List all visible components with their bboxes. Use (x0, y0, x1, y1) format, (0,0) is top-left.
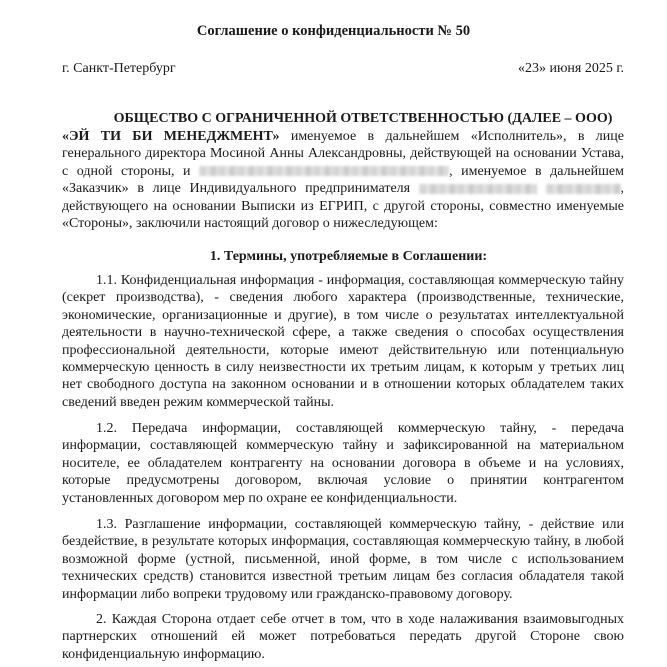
redacted-entrepreneur-name-2 (546, 184, 621, 194)
company-name: «ЭЙ ТИ БИ МЕНЕДЖМЕНТ» (62, 128, 280, 144)
clause-1-3: 1.3. Разглашение информации, составляющей коммерческую тайну, - действие или бездействие, в результате которых информация, составляющая коммерческую тайну, в любой возможной форме (устной, письменной, иной форме, в том числе с использованием технических средств) становится известной третьим лицам без согласия обладателя такой информации либо вопреки трудовому или гражданско-правовому договору. (62, 517, 624, 602)
date-label: «23» июня 2025 г. (517, 61, 624, 76)
section-heading: 1. Термины, употребляемые в Соглашении: (209, 249, 488, 264)
parties-preamble (62, 110, 624, 233)
preamble-text-c: , действующего на основании Выписки из ЕГРИП, с другой стороны, совместно именуемые «Стороны», заключили настоящий договор о нижеследующем: (62, 181, 625, 231)
preamble-text-b: , именуемое в дальнейшем «Заказчик» в лице Индивидуального предпринимателя (62, 163, 624, 196)
redacted-customer-name (199, 166, 449, 176)
place-date-row (62, 60, 624, 78)
clause-2: 2. Каждая Сторона отдает себе отчет в том, что в ходе налаживания взаимовыгодных партнерских отношений ей может потребоваться передать другой Стороне свою конфиденциальную информацию. (62, 612, 624, 662)
clause-1-2: 1.2. Передача информации, составляющей коммерческую тайну, - передача информации, составляющей коммерческую тайну и зафиксированной на материальном носителе, ее обладателем контрагенту на основании договора в объеме и на условиях, которые предусмотрены договором, включая условие о принятии контрагентом установленных договором мер по охране ее конфиденциальности. (62, 421, 624, 506)
document-title: Соглашение о конфиденциальности № 50 (196, 23, 471, 39)
company-legal-form: ОБЩЕСТВО С ОГРАНИЧЕННОЙ ОТВЕТСТВЕННОСТЬЮ (ДАЛЕЕ – ООО) (113, 111, 613, 126)
city-label: г. Санкт-Петербург (62, 61, 176, 76)
parties-text (62, 128, 624, 233)
redacted-entrepreneur-name-1 (419, 184, 537, 194)
preamble-text-a: именуемое в дальнейшем «Исполнитель», в лице генерального директора Мосиной Анны Александровны, действующей на основании Устава, с одной стороны, и (62, 128, 624, 179)
clause-1-1: 1.1. Конфиденциальная информация - информация, составляющая коммерческую тайну (секрет производства), - сведения любого характера (производственные, технические, экономические, организационные и другие), в том числе о результатах интеллектуальной деятельности в научно-технической сфере, а также сведения о способах осуществления профессиональной деятельности, которые имеют действительную или потенциальную коммерческую ценность в силу неизвестности их третьим лицам, к которым у третьих лиц нет свободного доступа на законном основании и в отношении которых обладателем таких сведений введен режим коммерческой тайны. (62, 273, 624, 410)
